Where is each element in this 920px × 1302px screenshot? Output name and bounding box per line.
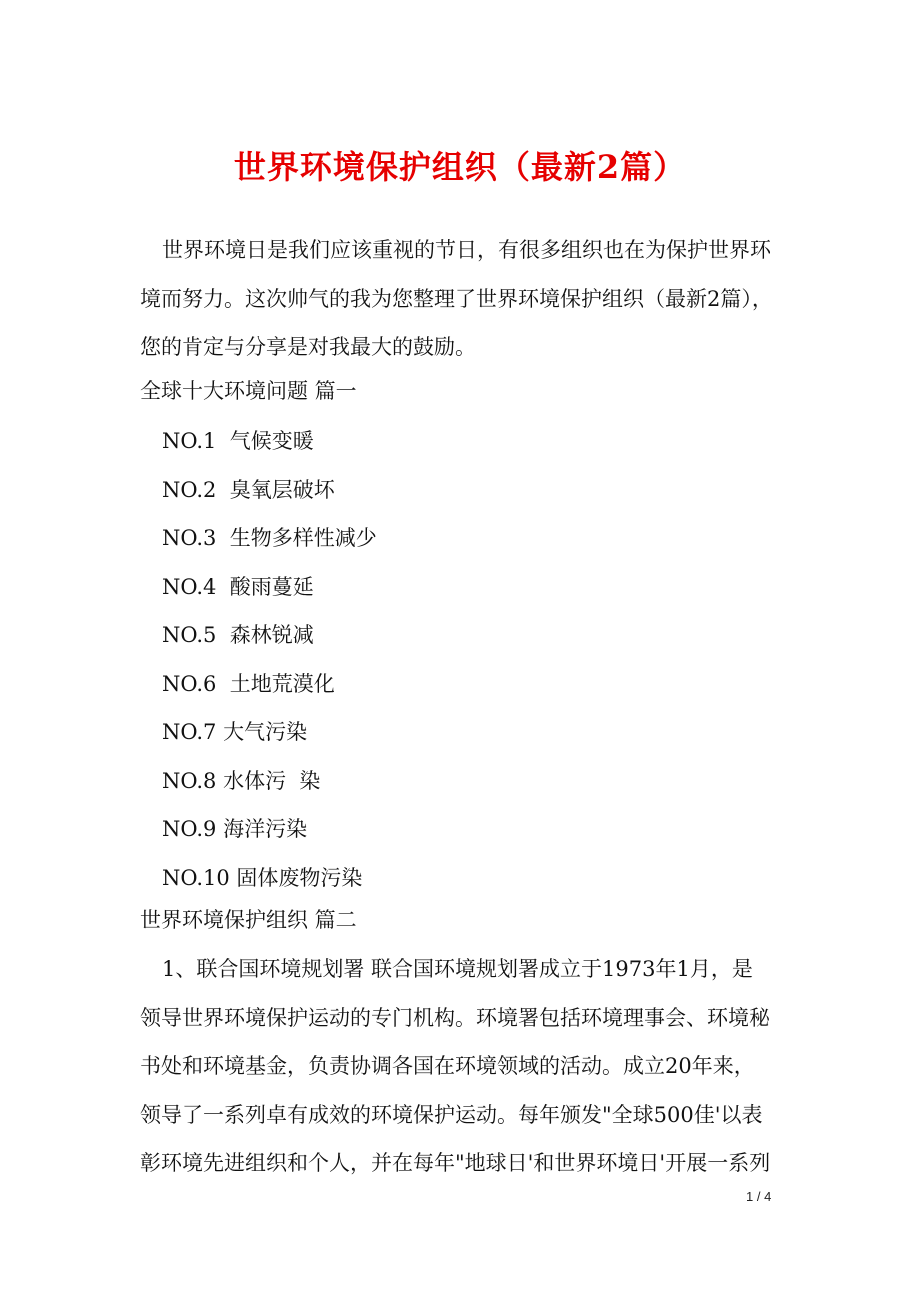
page-number: 1 / 4	[746, 1189, 772, 1204]
list-item: NO.6 土地荒漠化	[162, 671, 335, 696]
environment-issues-list	[162, 417, 377, 902]
body-line: 彰环境先进组织和个人，并在每年"地球日'和世界环境日'开展一系列	[140, 1151, 771, 1175]
list-item: NO.1 气候变暖	[162, 429, 314, 453]
list-item: NO.3 生物多样性减少	[162, 526, 377, 550]
body-line: 书处和环境基金，负责协调各国在环境领域的活动。成立20年来，	[140, 1054, 755, 1078]
list-item: NO.7 大气污染	[162, 720, 308, 744]
list-item: NO.2 臭氧层破坏	[162, 477, 335, 502]
document-title: 世界环境保护组织（最新2篇）	[233, 148, 687, 186]
section1-heading: 全球十大环境问题 篇一	[140, 379, 357, 403]
intro-line: 您的肯定与分享是对我最大的鼓励。	[140, 335, 476, 359]
body-line: 领导世界环境保护运动的专门机构。环境署包括环境理事会、环境秘	[140, 1005, 770, 1030]
list-item: NO.4 酸雨蔓延	[162, 574, 314, 599]
intro-paragraph	[140, 226, 790, 372]
intro-line: 境而努力。这次帅气的我为您整理了世界环境保护组织（最新2篇），	[140, 286, 773, 311]
list-item: NO.8 水体污 染	[162, 768, 321, 793]
intro-line: 世界环境日是我们应该重视的节日，有很多组织也在为保护世界环	[162, 238, 771, 262]
section2-heading: 世界环境保护组织 篇二	[140, 908, 357, 932]
list-item: NO.10 固体废物污染	[162, 865, 363, 890]
list-item: NO.5 森林锐减	[162, 623, 314, 647]
list-item: NO.9 海洋污染	[162, 817, 308, 841]
body-line: 领导了一系列卓有成效的环境保护运动。每年颁发"全球500佳'以表	[140, 1102, 763, 1127]
body-paragraph	[140, 945, 790, 1188]
body-line: 1、联合国环境规划署 联合国环境规划署成立于1973年1月，是	[162, 957, 753, 981]
